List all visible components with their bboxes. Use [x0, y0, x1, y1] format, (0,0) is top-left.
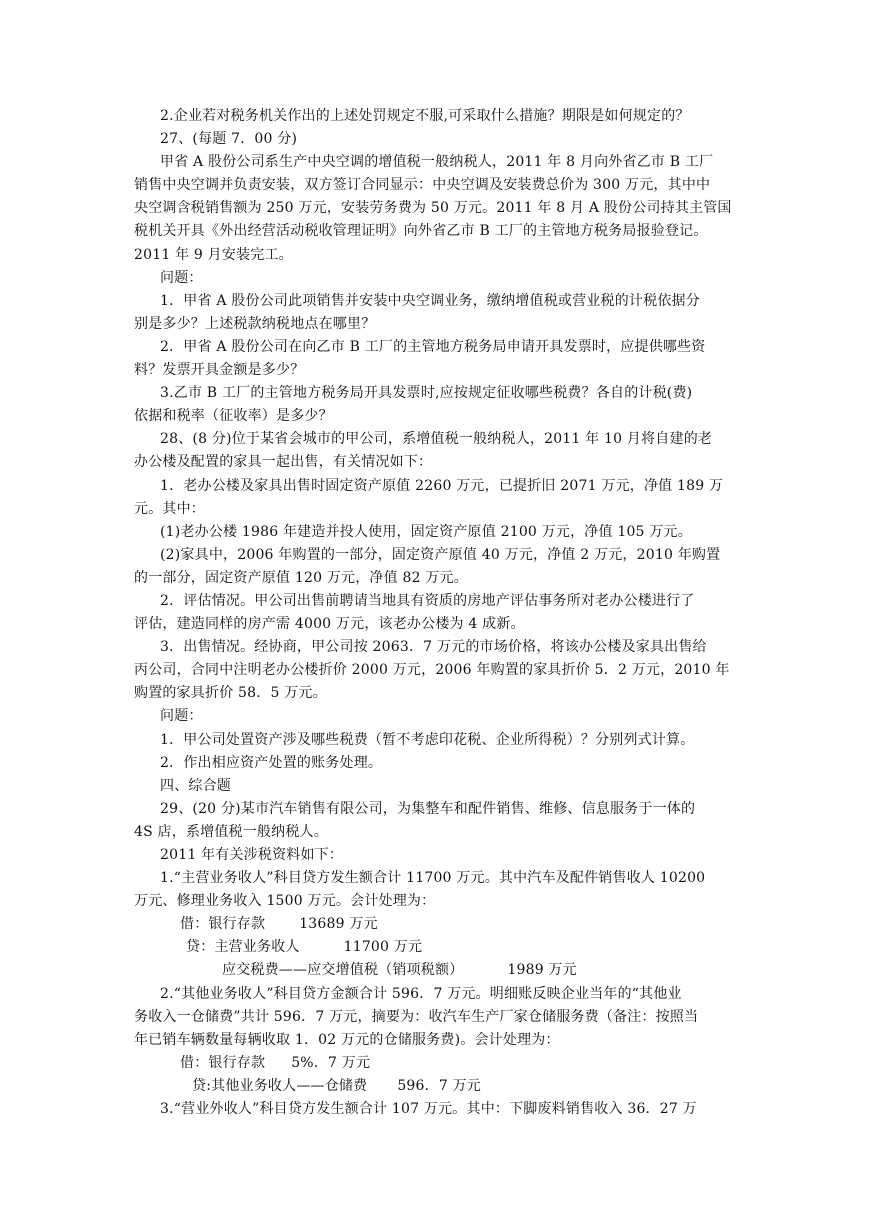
journal-entry-credit-sub	[0, 959, 869, 982]
text-line: 的一部分，固定资产原值 120 万元，净值 82 万元。	[134, 569, 468, 586]
journal-entry-credit	[0, 936, 869, 959]
text-line: 3.“营业外收人”科目贷方发生额合计 107 万元。其中：下脚废料销售收入 36．27 万	[160, 1101, 697, 1118]
entry-account: 贷：主营业务收人	[186, 939, 300, 956]
text-line: 3.乙市 B 工厂的主管地方税务局开具发票时,应按规定征收哪些税费？各自的计税(费)	[160, 385, 693, 402]
text-line: 料？发票开具金额是多少？	[134, 362, 305, 379]
text-line: 依据和税率（征收率）是多少？	[134, 408, 333, 425]
section-heading: 28、(8 分)位于某省会城市的甲公司，系增值税一般纳税人，2011 年 10 月将自建的老	[160, 431, 713, 448]
text-line: 4S 店，系增值税一般纳税人。	[134, 823, 328, 840]
text-line: 2011 年有关涉税资料如下：	[160, 847, 344, 863]
section-heading: 27、(每题 7．00 分)	[160, 131, 298, 148]
text-line: 1.“主营业务收人”科目贷方发生额合计 11700 万元。其中汽车及配件销售收人 10200	[160, 870, 706, 887]
text-line: (1)老办公楼 1986 年建造并投人使用，固定资产原值 2100 万元，净值 105 万元。	[160, 523, 692, 540]
entry-account: 贷:其他业务收人——仓储费	[192, 1077, 368, 1094]
text-line: 1．甲公司处置资产涉及哪些税费（暂不考虑印花税、企业所得税）？分别列式计算。	[160, 731, 695, 748]
text-line: 1．老办公楼及家具出售时固定资产原值 2260 万元，已提折旧 2071 万元，净值 189 万	[160, 477, 724, 494]
journal-entry-debit	[0, 913, 869, 936]
document-body	[0, 105, 869, 1121]
entry-account: 借：银行存款	[180, 916, 266, 933]
journal-entry-debit	[0, 1052, 869, 1075]
journal-entry-credit	[0, 1075, 869, 1098]
text-line: 丙公司，合同中注明老办公楼折价 2000 万元，2006 年购置的家具折价 5．2 万元，2010 年	[134, 662, 730, 679]
text-line: 别是多少？上述税款纳税地点在哪里？	[134, 315, 376, 332]
text-line: 问题：	[160, 269, 203, 286]
text-line: 2.“其他业务收人”科目贷方金额合计 596．7 万元。明细账反映企业当年的“其他业	[160, 985, 682, 1002]
section-heading: 29、(20 分)某市汽车销售有限公司，为集整车和配件销售、维修、信息服务于一体的	[160, 800, 696, 817]
text-line: 评估，建造同样的房产需 4000 万元，该老办公楼为 4 成新。	[134, 616, 525, 633]
text-line: 万元、修理业务收入 1500 万元。会计处理为：	[134, 893, 436, 910]
text-line: (2)家具中，2006 年购置的一部分，固定资产原值 40 万元，净值 2 万元，2010 年购置	[160, 546, 721, 563]
text-line: 销售中央空调并负责安装，双方签订合同显示：中央空调及安装费总价为 300 万元，其中中	[134, 177, 711, 194]
text-line: 3．出售情况。经协商，甲公司按 2063．7 万元的市场价格，将该办公楼及家具出售给	[160, 639, 707, 656]
text-line: 2．甲省 A 股份公司在向乙市 B 工厂的主管地方税务局申请开具发票时，应提供哪些资	[160, 338, 706, 355]
text-line: 2.企业若对税务机关作出的上述处罚规定不服,可采取什么措施？期限是如何规定的？	[160, 108, 690, 124]
text-line: 年已销车辆数量每辆收取 1．02 万元的仓储服务费)。会计处理为：	[134, 1031, 560, 1048]
entry-account: 借：银行存款	[180, 1054, 266, 1071]
text-line: 元。其中：	[134, 500, 205, 517]
entry-account: 应交税费——应交增值税（销项税额）	[222, 962, 464, 979]
text-line: 甲省 A 股份公司系生产中央空调的增值税一般纳税人，2011 年 8 月向外省乙市 B 工厂	[160, 154, 714, 171]
entry-amount: 596．7 万元	[397, 1077, 482, 1094]
text-line: 问题：	[160, 708, 203, 725]
entry-amount: 13689 万元	[299, 916, 378, 933]
text-line: 央空调含税销售额为 250 万元，安装劳务费为 50 万元。2011 年 8 月 A 股份公司持其主管国	[134, 200, 732, 217]
text-line: 购置的家具折价 58．5 万元。	[134, 685, 327, 702]
entry-amount: 5%．7 万元	[291, 1054, 371, 1071]
text-line: 2011 年 9 月安装完工。	[134, 246, 293, 263]
text-line: 务收入一仓储费”共计 596．7 万元，摘要为：收汽车生产厂家仓储服务费（备注：按照当	[134, 1008, 699, 1025]
text-line: 1．甲省 A 股份公司此项销售并安装中央空调业务，缴纳增值税或营业税的计税依据分	[160, 292, 700, 309]
text-line: 2．评估情况。甲公司出售前聘请当地具有资质的房地产评估事务所对老办公楼进行了	[160, 592, 695, 609]
text-line: 2．作出相应资产处置的账务处理。	[160, 754, 383, 771]
section-heading: 四、综合题	[160, 777, 231, 794]
entry-amount: 11700 万元	[343, 939, 423, 956]
text-line: 办公楼及配置的家具一起出售，有关情况如下：	[134, 454, 433, 471]
text-line: 税机关开具《外出经营活动税收管理证明》向外省乙市 B 工厂的主管地方税务局报验登记。	[134, 223, 708, 240]
entry-amount: 1989 万元	[507, 962, 577, 979]
